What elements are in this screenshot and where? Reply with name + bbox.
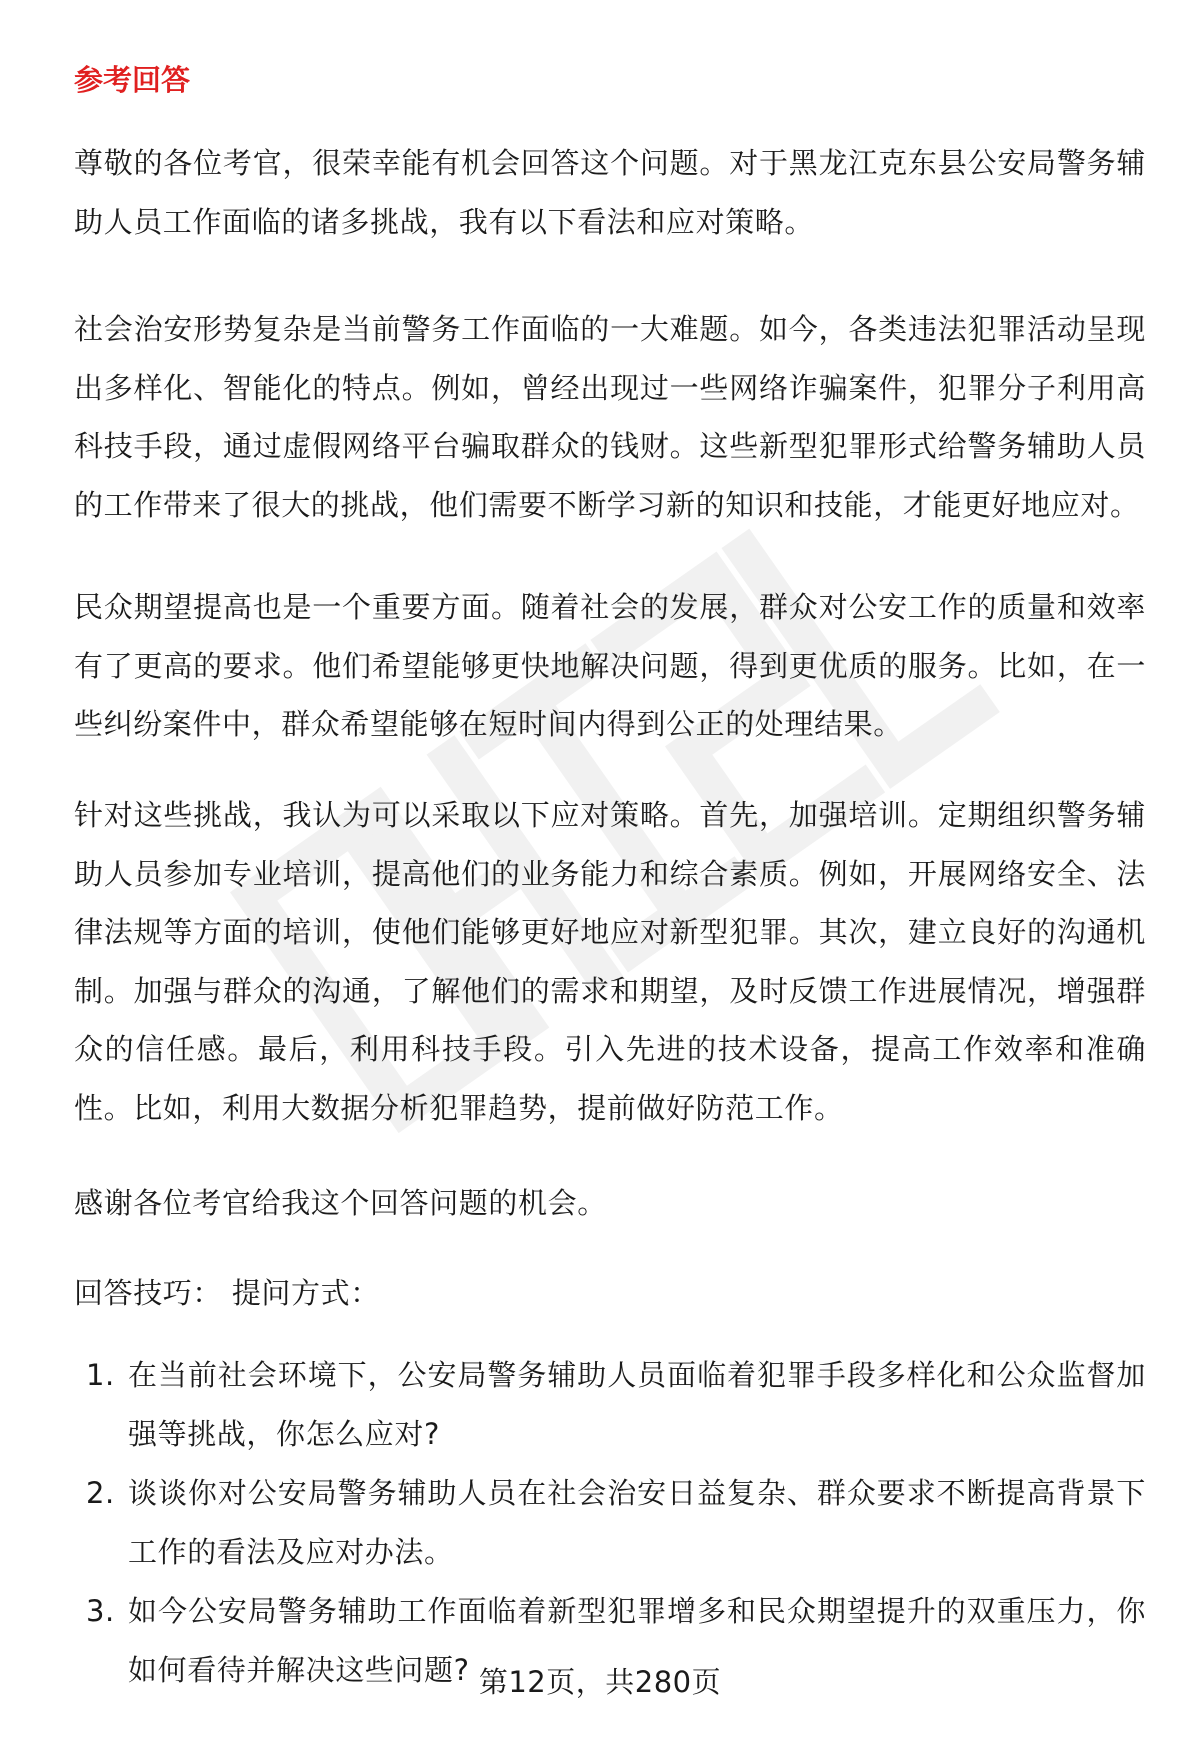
list-item (74, 1464, 1146, 1581)
paragraph-intro: 尊敬的各位考官，很荣幸能有机会回答这个问题。对于黑龙江克东县公安局警务辅助人员工作面临的诸多挑战，我有以下看法和应对策略。 (74, 146, 1146, 239)
list-item-text: 在当前社会环境下，公安局警务辅助人员面临着犯罪手段多样化和公众监督加强等挑战，你怎么应对? (128, 1358, 1146, 1451)
paragraph-public-expectation: 民众期望提高也是一个重要方面。随着社会的发展，群众对公安工作的质量和效率有了更高的要求。他们希望能够更快地解决问题，得到更优质的服务。比如，在一些纠纷案件中，群众希望能够在短时间内得到公正的处理结果。 (74, 590, 1146, 741)
page-number-footer: 第12页，共280页 (478, 1665, 722, 1699)
paragraph-thanks: 感谢各位考官给我这个回答问题的机会。 (74, 1186, 607, 1220)
question-list (74, 1346, 1146, 1700)
paragraph-strategies: 针对这些挑战，我认为可以采取以下应对策略。首先，加强培训。定期组织警务辅助人员参加专业培训，提高他们的业务能力和综合素质。例如，开展网络安全、法律法规等方面的培训，使他们能够更好地应对新型犯罪。其次，建立良好的沟通机制。加强与群众的沟通，了解他们的需求和期望，及时反馈工作进展情况，增强群众的信任感。最后，利用科技手段。引入先进的技术设备，提高工作效率和准确性。比如，利用大数据分析犯罪趋势，提前做好防范工作。 (74, 798, 1146, 1125)
list-item-number: 3. (86, 1594, 115, 1628)
list-item-text: 谈谈你对公安局警务辅助人员在社会治安日益复杂、群众要求不断提高背景下工作的看法及应对办法。 (128, 1476, 1146, 1569)
paragraph-public-security: 社会治安形势复杂是当前警务工作面临的一大难题。如今，各类违法犯罪活动呈现出多样化、智能化的特点。例如，曾经出现过一些网络诈骗案件，犯罪分子利用高科技手段，通过虚假网络平台骗取群众的钱财。这些新型犯罪形式给警务辅助人员的工作带来了很大的挑战，他们需要不断学习新的知识和技能，才能更好地应对。 (74, 312, 1146, 522)
list-item-text: 如今公安局警务辅助工作面临着新型犯罪增多和民众期望提升的双重压力，你如何看待并解决这些问题? (128, 1594, 1146, 1687)
list-item-number: 2. (86, 1476, 115, 1510)
list-item-number: 1. (86, 1358, 115, 1392)
paragraph-tips-label: 回答技巧： 提问方式： (74, 1276, 380, 1310)
list-item (74, 1346, 1146, 1463)
section-heading: 参考回答 (74, 63, 191, 97)
